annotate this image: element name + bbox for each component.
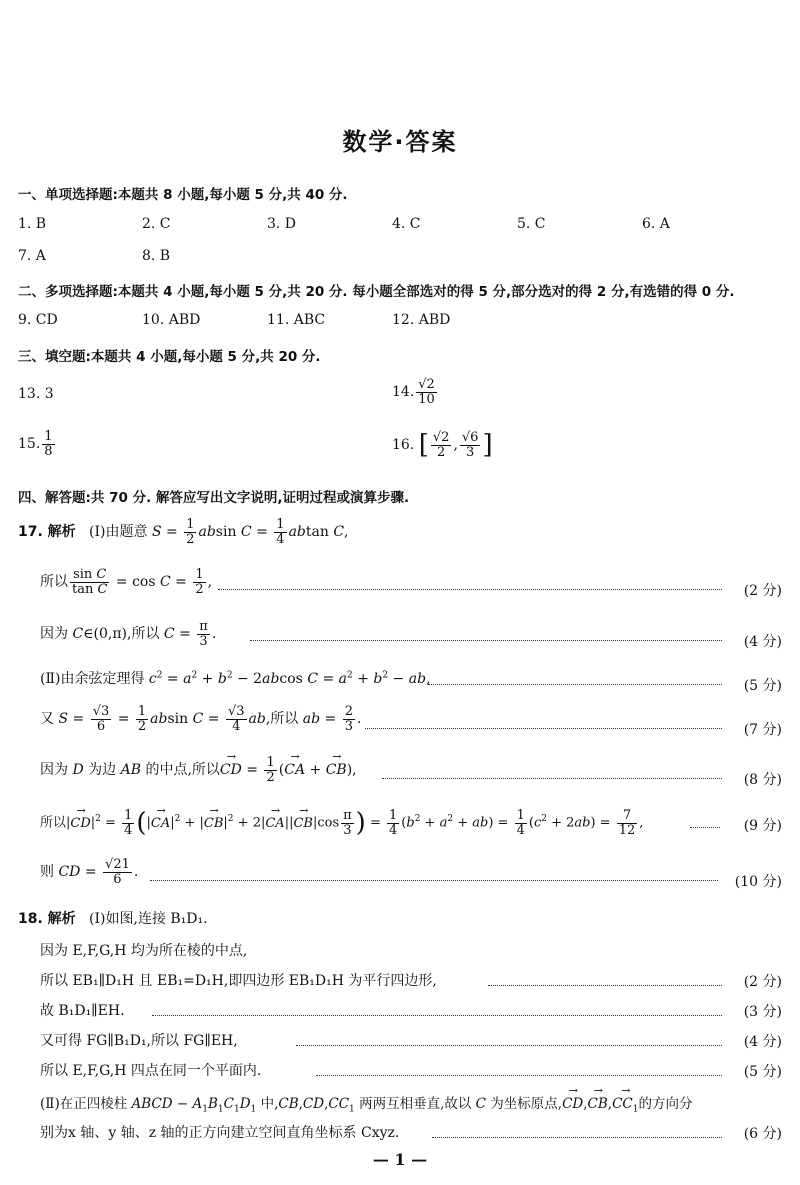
- q18-points-1: (2 分): [743, 974, 782, 990]
- q17-line5: 又 S = $\frac{√3}{6}$ = $\frac{1}{2}$ absin C = $\frac{√3}{4}$ ab,所以 ab = $\frac{2}{3}$ .: [40, 704, 362, 734]
- q18-line8: 别为x 轴、y 轴、z 轴的正方向建立空间直角坐标系 Cxyz.: [40, 1125, 400, 1141]
- leader-dots: [250, 640, 722, 641]
- q17-line4: (Ⅱ)由余弦定理得 $c^2 = a^2 + b^2 - 2abcos$ $C = a^2 + b^2$ − ab,: [40, 670, 431, 687]
- q18-points-3: (4 分): [743, 1034, 782, 1050]
- q17-line6: 因为 D 为边 AB 的中点,所以→ CD = $\frac{1}{2}$ (→ CA + → CB),: [40, 756, 357, 784]
- answer-12: 12. ABD: [392, 312, 451, 328]
- q18-points-2: (3 分): [743, 1004, 782, 1020]
- q17-points-2: (4 分): [743, 634, 782, 650]
- leader-dots: [316, 1075, 722, 1076]
- q18-line1: 18. 解析 (Ⅰ)如图,连接 B₁D₁.: [18, 911, 208, 927]
- answer-2: 2. C: [142, 216, 171, 232]
- answer-13: 13. 3: [18, 386, 54, 402]
- page-number: — 1 —: [372, 1150, 428, 1169]
- answer-16: 16. [ $\frac{√2}{2}$ , $\frac{√6}{3}$ ]: [392, 429, 493, 460]
- q17-line8: 则 CD = $\frac{√21}{6}$ .: [40, 857, 139, 887]
- q17-points-4: (7 分): [743, 722, 782, 738]
- q18-line5: 又可得 FG∥B₁D₁,所以 FG∥EH,: [40, 1033, 238, 1049]
- q17-points-5: (8 分): [743, 772, 782, 788]
- q18-points-4: (5 分): [743, 1064, 782, 1080]
- leader-dots: [365, 728, 722, 729]
- answer-10: 10. ABD: [142, 312, 201, 328]
- q18-line2: 因为 E,F,G,H 均为所在棱的中点,: [40, 943, 248, 959]
- leader-dots: [150, 880, 718, 881]
- answer-4: 4. C: [392, 216, 421, 232]
- q18-label: 18. 解析: [18, 911, 76, 927]
- answer-15: 15. $\frac{1}{8}$: [18, 429, 53, 459]
- q17-line1: 17. 解析 (Ⅰ)由题意 S = $\frac{1}{2}$ absin C = $\frac{1}{4}$ abtan C,: [18, 517, 349, 547]
- q17-points-3: (5 分): [743, 678, 782, 694]
- answer-5: 5. C: [517, 216, 546, 232]
- section4-heading: 四、解答题:共 70 分. 解答应写出文字说明,证明过程或演算步骤.: [18, 490, 410, 506]
- q18-line3: 所以 EB₁∥D₁H 且 EB₁=D₁H,即四边形 EB₁D₁H 为平行四边形,: [40, 973, 437, 989]
- q18-line7: (Ⅱ)在正四棱柱 ABCD − $A_1B_1C_1D_1$ 中$,CB,CD,CC_1$ 两两互相垂直,故以 C 为坐标原点,→ $CD,\to CB,\to CC_1$的方向分: [40, 1092, 693, 1115]
- leader-dots: [152, 1015, 722, 1016]
- answer-8: 8. B: [142, 248, 171, 264]
- answer-11: 11. ABC: [267, 312, 326, 328]
- q18-points-5: (6 分): [743, 1126, 782, 1142]
- answer-1: 1. B: [18, 216, 47, 232]
- answer-7: 7. A: [18, 248, 46, 264]
- section1-heading: 一、单项选择题:本题共 8 小题,每小题 5 分,共 40 分.: [18, 187, 348, 203]
- leader-dots: [296, 1045, 722, 1046]
- q17-points-7: (10 分): [734, 874, 782, 890]
- q17-line7: 所以|→ $CD|^2$ = $\frac{1}{4}$ (|→ $CA|^2$ + |→ $CB|^2 + 2|\to CA||\to CB|\cos$ $\frac{\pi}{3}$ ) = $\frac{1}{4}$ $(b^2 + a^2 + ab)$ = $\frac{1}{4}$ $(c^2 + 2ab)$ = $\frac{7}{12}$ ,: [40, 808, 643, 838]
- q17-line3: 因为 C∈(0,π),所以 C = $\frac{\pi}{3}$ .: [40, 619, 217, 649]
- answer-3: 3. D: [267, 216, 297, 232]
- leader-dots: [218, 589, 722, 590]
- answer-14: 14. $\frac{√2}{10}$: [392, 377, 435, 407]
- answer-9: 9. CD: [18, 312, 58, 328]
- q17-line2: 所以 $\frac{\text{sin C}}{\text{tan C}}$ = cos C = $\frac{1}{2}$ ,: [40, 567, 213, 597]
- section3-heading: 三、填空题:本题共 4 小题,每小题 5 分,共 20 分.: [18, 349, 321, 365]
- leader-dots: [690, 827, 720, 828]
- q17-label: 17. 解析: [18, 524, 76, 541]
- page-title: 数学·答案: [342, 128, 458, 156]
- answer-6: 6. A: [642, 216, 670, 232]
- leader-dots: [428, 684, 722, 685]
- q17-points-1: (2 分): [743, 583, 782, 599]
- leader-dots: [432, 1137, 722, 1138]
- q17-points-6: (9 分): [743, 818, 782, 834]
- leader-dots: [488, 985, 722, 986]
- leader-dots: [382, 778, 722, 779]
- q18-line6: 所以 E,F,G,H 四点在同一个平面内.: [40, 1063, 262, 1079]
- section2-heading: 二、多项选择题:本题共 4 小题,每小题 5 分,共 20 分. 每小题全部选对的得 5 分,部分选对的得 2 分,有选错的得 0 分.: [18, 284, 735, 300]
- q18-line4: 故 B₁D₁∥EH.: [40, 1003, 125, 1019]
